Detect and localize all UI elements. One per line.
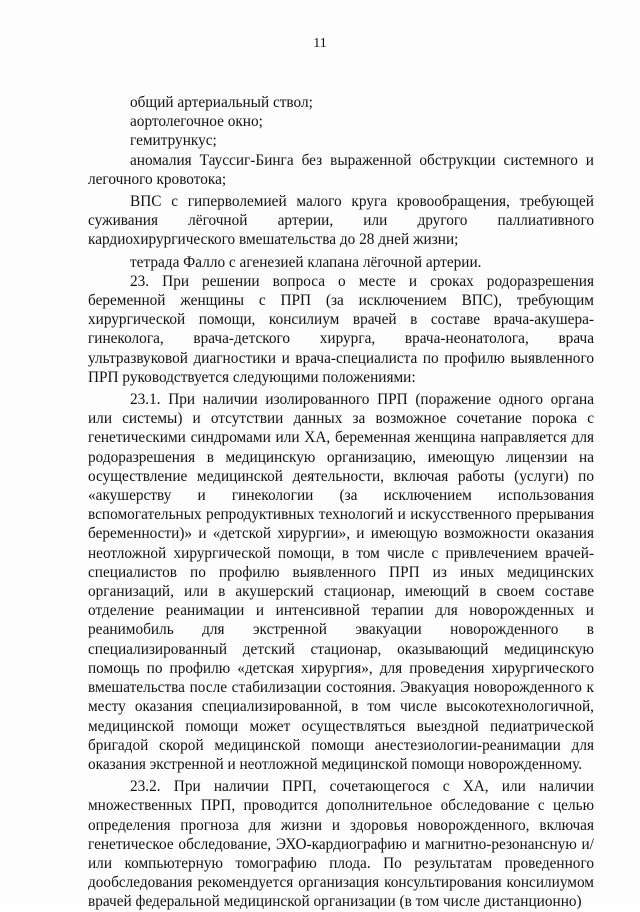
list-item: тетрада Фалло с агенезией клапана лёгочной артерии.: [130, 253, 482, 271]
list-item: аномалия Тауссиг-Бинга без выраженной обструкции системного и легочного кровотока;: [88, 151, 594, 188]
list-item: аортолегочное окно;: [130, 113, 263, 131]
list-item: общий артериальный ствол;: [130, 94, 313, 111]
paragraph-23: 23. При решении вопроса о месте и сроках родоразрешения беременной женщины с ПРП (за исключением ВПС), требующим хирургической помощи, консилиум врачей в составе врача-акушера-гинеколога, врача-детского хирурга, врача-неонатолога, врача ультразвуковой диагностики и врача-специалиста по профилю выявленного ПРП руководствуется следующими положениями:: [88, 272, 594, 386]
paragraph-23-1: 23.1. При наличии изолированного ПРП (поражение одного органа или системы) и отсутствии данных за возможное сочетание порока с генетическими синдромами или ХА, беременная женщина направляется для родоразрешения в медицинскую организацию, имеющую лицензии на осуществление медицинской деятельности, включая работы (услуги) по «акушерству и гинекологии (за исключением использования вспомогательных репродуктивных технологий и искусственного прерывания беременности)» и «детской хирургии», и имеющую возможности оказания неотложной хирургической помощи, в том числе с привлечением врачей-специалистов по профилю выявленного ПРП из иных медицинских организаций, или в акушерский стационар, имеющий в своем составе отделение реанимации и интенсивной терапии для новорожденных и реанимобиль для экстренной эвакуации новорожденного в специализированный детский стационар, оказывающий медицинскую помощь по профилю «детская хирургия», для проведения хирургического вмешательства после стабилизации состояния. Эвакуация новорожденного к месту оказания специализированной, в том числе высокотехнологичной, медицинской помощи может осуществляться выездной педиатрической бригадой скорой медицинской помощи анестезиологии-реанимации для оказания экстренной и неотложной медицинской помощи новорожденному.: [88, 391, 594, 773]
document-body: [88, 93, 594, 912]
paragraph-23-2: 23.2. При наличии ПРП, сочетающегося с ХА, или наличии множественных ПРП, проводится дополнительное обследование с целью определения прогноза для жизни и здоровья новорожденного, включая генетическое обследование, ЭХО-кардиографию и магнитно-резонансную и/или компьютерную томографию плода. По результатам проведенного дообследования рекомендуется организация консультирования консилиумом врачей федеральной медицинской организации (в том числе дистанционно): [88, 778, 594, 911]
list-item: гемитрункус;: [130, 132, 217, 150]
list-item: ВПС с гиперволемией малого круга кровообращения, требующей суживания лёгочной артерии, или другого паллиативного кардиохирургического вмешательства до 28 дней жизни;: [88, 193, 594, 249]
page-number: 11: [313, 36, 327, 51]
